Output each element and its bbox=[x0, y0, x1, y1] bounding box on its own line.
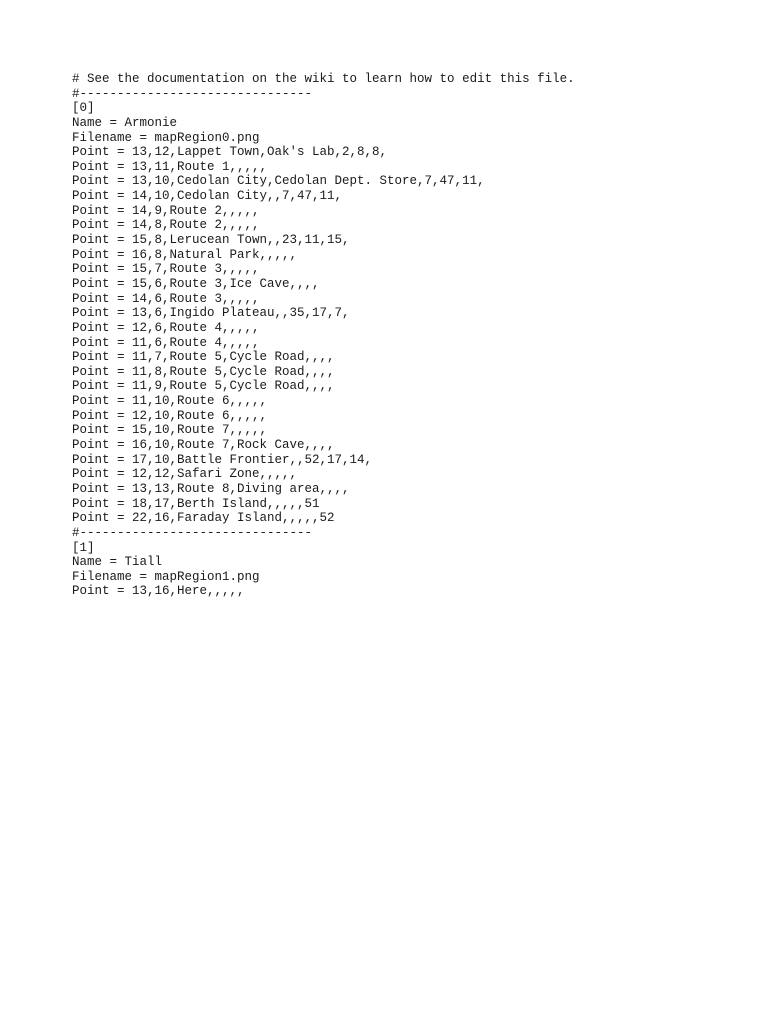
point-line: Point = 16,8,Natural Park,,,,, bbox=[72, 247, 298, 262]
point-line: Point = 11,9,Route 5,Cycle Road,,,, bbox=[72, 379, 335, 394]
region-filename-line: Filename = mapRegion0.png bbox=[72, 130, 260, 145]
point-line: Point = 11,6,Route 4,,,,, bbox=[72, 335, 260, 350]
point-line: Point = 13,12,Lappet Town,Oak's Lab,2,8,8, bbox=[72, 145, 388, 160]
point-line: Point = 11,8,Route 5,Cycle Road,,,, bbox=[72, 364, 335, 379]
point-line: Point = 17,10,Battle Frontier,,52,17,14, bbox=[72, 452, 373, 467]
section-separator: #------------------------------- bbox=[72, 525, 313, 540]
point-line: Point = 13,11,Route 1,,,,, bbox=[72, 159, 268, 174]
region-filename-line: Filename = mapRegion1.png bbox=[72, 569, 260, 584]
section-header: [0] bbox=[72, 101, 95, 116]
section-separator: #------------------------------- bbox=[72, 86, 313, 101]
point-line: Point = 15,7,Route 3,,,,, bbox=[72, 262, 260, 277]
point-line: Point = 13,6,Ingido Plateau,,35,17,7, bbox=[72, 306, 350, 321]
point-line: Point = 15,6,Route 3,Ice Cave,,,, bbox=[72, 276, 320, 291]
point-line: Point = 14,6,Route 3,,,,, bbox=[72, 291, 260, 306]
point-line: Point = 16,10,Route 7,Rock Cave,,,, bbox=[72, 438, 335, 453]
region-name-line: Name = Tiall bbox=[72, 555, 163, 570]
point-line: Point = 13,13,Route 8,Diving area,,,, bbox=[72, 481, 350, 496]
section-header: [1] bbox=[72, 540, 95, 555]
point-line: Point = 15,10,Route 7,,,,, bbox=[72, 423, 268, 438]
point-line: Point = 11,10,Route 6,,,,, bbox=[72, 394, 268, 409]
region-name-line: Name = Armonie bbox=[72, 115, 178, 130]
point-line: Point = 13,10,Cedolan City,Cedolan Dept. Store,7,47,11, bbox=[72, 174, 485, 189]
point-line: Point = 12,12,Safari Zone,,,,, bbox=[72, 467, 298, 482]
point-line: Point = 14,10,Cedolan City,,7,47,11, bbox=[72, 189, 343, 204]
point-line: Point = 13,16,Here,,,,, bbox=[72, 584, 245, 599]
text-document bbox=[72, 72, 575, 599]
point-line: Point = 22,16,Faraday Island,,,,,52 bbox=[72, 511, 335, 526]
point-line: Point = 14,9,Route 2,,,,, bbox=[72, 203, 260, 218]
comment-line: # See the documentation on the wiki to learn how to edit this file. bbox=[72, 72, 575, 86]
point-line: Point = 14,8,Route 2,,,,, bbox=[72, 218, 260, 233]
point-line: Point = 12,10,Route 6,,,,, bbox=[72, 408, 268, 423]
point-line: Point = 11,7,Route 5,Cycle Road,,,, bbox=[72, 350, 335, 365]
point-line: Point = 18,17,Berth Island,,,,,51 bbox=[72, 496, 320, 511]
point-line: Point = 15,8,Lerucean Town,,23,11,15, bbox=[72, 233, 350, 248]
point-line: Point = 12,6,Route 4,,,,, bbox=[72, 320, 260, 335]
